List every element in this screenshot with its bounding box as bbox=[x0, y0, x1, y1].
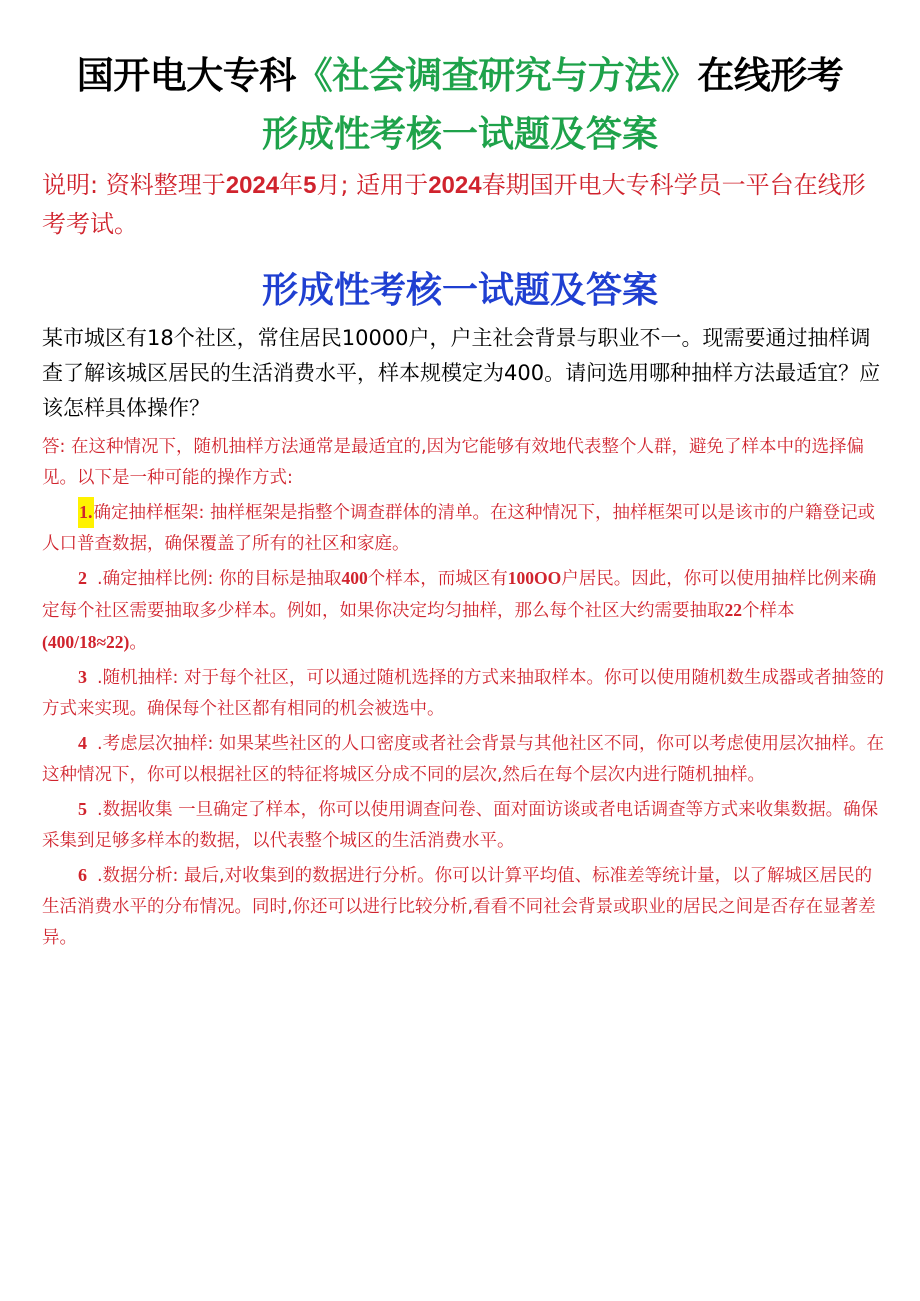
answer-item-3 bbox=[42, 662, 886, 725]
household-count-value: 100OO bbox=[507, 568, 562, 588]
answer-block bbox=[42, 432, 886, 954]
answer-item-text-part: 个样本，而城区有 bbox=[367, 569, 508, 589]
answer-item-number: 4 bbox=[78, 733, 87, 753]
answer-item-text: .随机抽样: 对于每个社区，可以通过随机选择的方式来抽取样本。你可以使用随机数生成器或者抽签的方式来实现。确保每个社区都有相同的机会被选中。 bbox=[42, 668, 885, 719]
answer-item-number: 6 bbox=[78, 865, 87, 885]
title-book-name: 《社会调查研究与方法》 bbox=[295, 54, 698, 97]
answer-item-text-part: 个样本 bbox=[742, 601, 795, 621]
answer-intro: 答: 在这种情况下，随机抽样方法通常是最适宜的,因为它能够有效地代表整个人群，避免了样本中的选择偏见。以下是一种可能的操作方式: bbox=[42, 437, 865, 488]
answer-item-2 bbox=[42, 563, 886, 659]
note-year-suffix: 年 bbox=[279, 171, 304, 199]
sample-size-value: 400 bbox=[341, 568, 368, 588]
answer-item-text: .数据分析: 最后,对收集到的数据进行分析。你可以计算平均值、标准差等统计量，以了解城区居民的生活消费水平的分布情况。同时,你还可以进行比较分析,看看不同社会背景或职业的居民之间是否存在显著差异。 bbox=[42, 866, 876, 948]
answer-item-text-part: 户居民。因此，你可以使用抽样比例来确定每个社区需要抽取多少样本。例如，如果你决定均匀抽样，那么每个社区大约需要抽取 bbox=[42, 569, 877, 621]
answer-item-text: .数据收集 一旦确定了样本，你可以使用调查问卷、面对面访谈或者电话调查等方式来收集数据。确保采集到足够多样本的数据，以代表整个城区的生活消费水平。 bbox=[42, 800, 879, 851]
note-year: 2024 bbox=[225, 172, 280, 199]
title-suffix: 在线形考 bbox=[697, 54, 844, 97]
calculation-value: (400/18≈22) bbox=[42, 632, 130, 652]
document-subtitle: 形成性考核一试题及答案 bbox=[261, 114, 658, 155]
answer-item-text-part: 。 bbox=[129, 633, 147, 653]
usage-note bbox=[42, 166, 884, 244]
answer-item-text: .考虑层次抽样: 如果某些社区的人口密度或者社会背景与其他社区不同，你可以考虑使用层次抽样。在这种情况下，你可以根据社区的特征将城区分成不同的层次,然后在每个层次内进行随机抽样。 bbox=[42, 734, 885, 785]
answer-item-number: 3 bbox=[78, 667, 87, 687]
question-text: 某市城区有18个社区，常住居民10000户，户主社会背景与职业不一。现需要通过抽样调查了解该城区居民的生活消费水平，样本规模定为400。请问选用哪种抽样方法最适宜？应该怎样具体操作？ bbox=[42, 326, 881, 420]
answer-item-text: .确定抽样比例: 你的目标是抽取 bbox=[97, 569, 342, 589]
note-mid: 月; 适用于 bbox=[316, 171, 429, 199]
answer-item-4 bbox=[42, 728, 886, 791]
answer-item-number: 1. bbox=[78, 497, 94, 528]
answer-item-5 bbox=[42, 794, 886, 857]
title-prefix: 国开电大专科 bbox=[76, 54, 296, 97]
document-title bbox=[0, 50, 920, 102]
section-title: 形成性考核一试题及答案 bbox=[261, 270, 658, 311]
answer-item-text: 确定抽样框架: 抽样框架是指整个调查群体的清单。在这种情况下，抽样框架可以是该市的户籍登记或人口普查数据，确保覆盖了所有的社区和家庭。 bbox=[42, 503, 875, 554]
note-month: 5 bbox=[303, 172, 317, 199]
answer-item-1 bbox=[42, 497, 886, 560]
note-rest: 春期国开电大专科学员一平台在线形考考试。 bbox=[42, 171, 866, 238]
answer-item-number: 5 bbox=[78, 799, 87, 819]
per-community-value: 22 bbox=[724, 600, 742, 620]
note-term-year: 2024 bbox=[428, 172, 482, 199]
answer-item-number: 2 bbox=[78, 568, 87, 588]
note-label: 说明: 资料整理于 bbox=[42, 171, 226, 199]
answer-item-6 bbox=[42, 860, 886, 954]
